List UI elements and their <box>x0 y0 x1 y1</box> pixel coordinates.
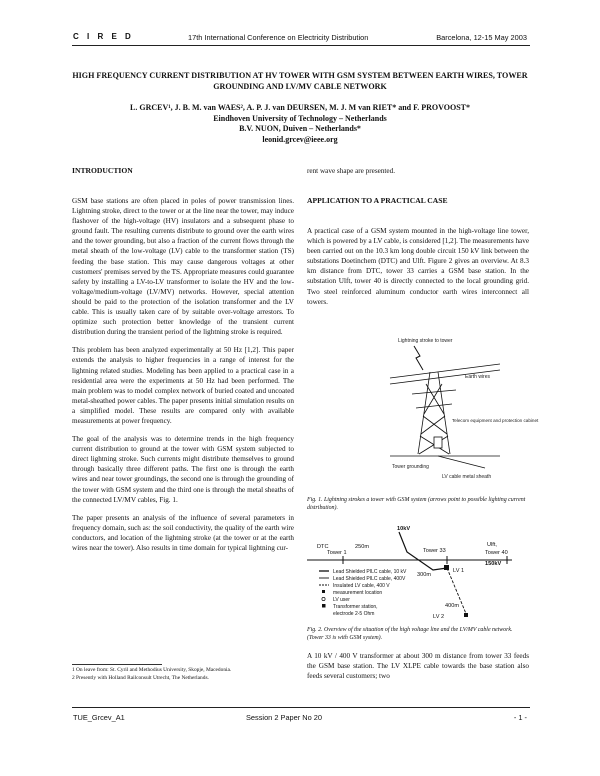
fig2-label-10kv: 10kV <box>397 526 411 532</box>
fig2-legend-item: electrode 2-5 Ohm <box>333 611 375 617</box>
affiliation-2: B.V. NUON, Duiven – Netherlands* <box>239 124 361 133</box>
footer-rule <box>72 707 530 708</box>
header-conference-short: C I R E D <box>73 32 134 41</box>
footer-session: Session 2 Paper No 20 <box>246 713 323 722</box>
fig2-label-dtc: DTC <box>317 544 329 550</box>
fig1-label-stroke: Lightning stroke to tower <box>398 338 453 344</box>
paragraph: A practical case of a GSM system mounted in the high-voltage line tower, which is powered by a LV cable, is considered [1,2]. The measurements have been carried out on the 10.3 km long double circuit 150 kV link between the substations Doetinchem (DTC) and Ulft. Figure 2 gives an overview. At 8.3 km distance from DTC, tower 33 carries a GSM base station. In the substation Ulft, tower 40 is directly connected to the local grounding grid. Two steel reinforced aluminum conductor earth wires interconnect all towers. <box>307 227 530 306</box>
author-block <box>70 103 530 145</box>
transformer-legend-icon <box>322 604 326 608</box>
fig2-legend-item: Transformer station, <box>333 604 378 610</box>
fig2-label-lv1: LV 1 <box>453 568 465 574</box>
footer-paper-id: TUE_Grcev_A1 <box>73 713 125 722</box>
left-column <box>72 196 294 561</box>
fig1-label-tower-grounding: Tower grounding <box>392 464 429 470</box>
fig2-legend-item: LV user <box>333 597 350 603</box>
author-email[interactable]: leonid.grcev@ieee.org <box>262 134 338 144</box>
paragraph: The goal of the analysis was to determine trends in the high frequency current distribution to ground at the tower with GSM system subjected to direct lightning stroke. Such currents might distribute themselves to ground through basically three different paths. The first one is through the earth wires and near tower groundings, the second one is through the grounding of the tower with GSM system and the third one is through the metal sheaths of the connected LV/MV cables, Fig. 1. <box>72 435 294 504</box>
transformer-station-icon <box>464 613 468 617</box>
right-column-paragraph <box>307 226 529 315</box>
footnote: 1 On leave from: St. Cyril and Methodius University, Skopje, Macedonia. <box>72 667 232 673</box>
header-rule <box>72 45 530 46</box>
fig2-legend-item: Lead Shielded PILC cable, 10 kV <box>333 569 407 575</box>
header-location-date: Barcelona, 12-15 May 2003 <box>436 33 527 42</box>
lv-user-icon <box>322 597 325 600</box>
paragraph: This problem has been analyzed experimentally at 50 Hz [1,2]. This paper extends the analysis to higher frequencies in a range of interest for the lightning related studies. Modeling has been applied to a practical case in a residential area were the experiments at 50 Hz had been performed. The main problem was to model complex network of buried coated and uncoated metal-sheathed power cables. The paper presents initial simulation results on a simplified model. These results are compared only with available measurements at power frequency. <box>72 346 294 425</box>
fig2-label-tower33: Tower 33 <box>423 548 446 554</box>
fig2-label-400m: 400m <box>445 603 459 609</box>
fig2-legend-item: measurement location <box>333 590 383 596</box>
figure-2-network <box>307 522 529 622</box>
fig2-label-tower40: Tower 40 <box>485 550 508 556</box>
fig2-label-300m: 300m <box>417 572 431 578</box>
transformer-station-icon <box>444 565 449 570</box>
fig2-legend-item: Lead Shielded PILC cable, 400V <box>333 576 406 582</box>
footer-page-number: - 1 - <box>513 713 527 722</box>
figure-1-caption: Fig. 1. Lightning strokes a tower with GSM system (arrows point to possible lighting current distribution). <box>307 497 526 511</box>
lightning-bolt-icon <box>414 346 423 370</box>
fig2-label-ulft: Ulft, <box>487 542 497 548</box>
fig1-label-telecom: Telecom equipment and protection cabinet <box>452 418 539 423</box>
fig1-label-earth-wires: Earth wires <box>465 374 491 380</box>
fig2-label-250m: 250m <box>355 544 369 550</box>
figure-2-caption: Fig. 2. Overview of the situation of the high voltage line and the LV/MV cable network. (Tower 33 is with GSM system). <box>307 627 513 641</box>
fig1-label-lv-cable: LV cable metal sheath <box>442 474 492 480</box>
paragraph: The paper presents an analysis of the influence of several parameters in frequency domain, such as: the soil conductivity, the quality of the earth wire conductors, and location of the lightning stroke (at the tower or at the earth wires near the tower). Also results in time domain for typical lightning cur- <box>72 513 294 552</box>
right-column-bottom-text: A 10 kV / 400 V transformer at about 300 m distance from tower 33 feeds the GSM base station. The LV XLPE cable towards the base station also feeds several customers; two <box>307 652 529 681</box>
fig2-label-tower1: Tower 1 <box>327 550 347 556</box>
footnote: 2 Presently with Holland Railconsult Utrecht, The Netherlands. <box>72 674 209 681</box>
author-names: L. GRCEV¹, J. B. M. van WAES², A. P. J. van DEURSEN, M. J. M van RIET* and F. PROVOOST* <box>130 103 470 112</box>
paper-title: HIGH FREQUENCY CURRENT DISTRIBUTION AT HV TOWER WITH GSM SYSTEM BETWEEN EARTH WIRES, TOWER GROUNDING AND LV/MV CABLE NETWORK <box>72 71 528 91</box>
measurement-icon <box>322 590 325 593</box>
section-heading-introduction: INTRODUCTION <box>72 166 133 175</box>
telecom-cabinet-icon <box>434 437 442 448</box>
lv-cable <box>438 456 485 468</box>
footnotes <box>72 667 296 682</box>
fig2-legend-item: Insulated LV cable, 400 V <box>333 583 390 589</box>
fig2-label-150kv: 150kV <box>485 561 502 567</box>
affiliation-1: Eindhoven University of Technology – Netherlands <box>213 113 387 123</box>
section-heading-application: APPLICATION TO A PRACTICAL CASE <box>307 196 448 205</box>
header-conference-name: 17th International Conference on Electricity Distribution <box>188 33 369 42</box>
fig2-label-lv2: LV 2 <box>433 614 445 620</box>
paragraph: GSM base stations are often placed in poles of power transmission lines. Lightning stroke, direct to the tower or at the line near the tower, may induce flashover of the high-voltage (HV) insulators and a subsequent phase to ground fault. The resulting currents distribute to ground over the earth wires and the tower grounding, but also a fraction of the current flows through the metal sheath of the low-voltage (LV) cable to the transformer station (TS) feeding the base station. This may cause dangerous voltages at other customers' premises served by the TS. Appropriate measures could guarantee safety by installing a LV-to-LV transformer to isolate the HV and the low-voltage/medium-voltage (LV/MV) networks. However, special attention should be paid to the protection of the isolation transformer and the LV cable. This is usually taken care of by suitable over-voltage arrestors. To optimize such protection better knowledge of the transient current distribution during the transient period of the lightning stroke is required. <box>72 197 294 337</box>
footnote-rule <box>72 664 162 665</box>
continued-text: rent wave shape are presented. <box>307 167 396 175</box>
figure-1-tower <box>390 334 539 484</box>
